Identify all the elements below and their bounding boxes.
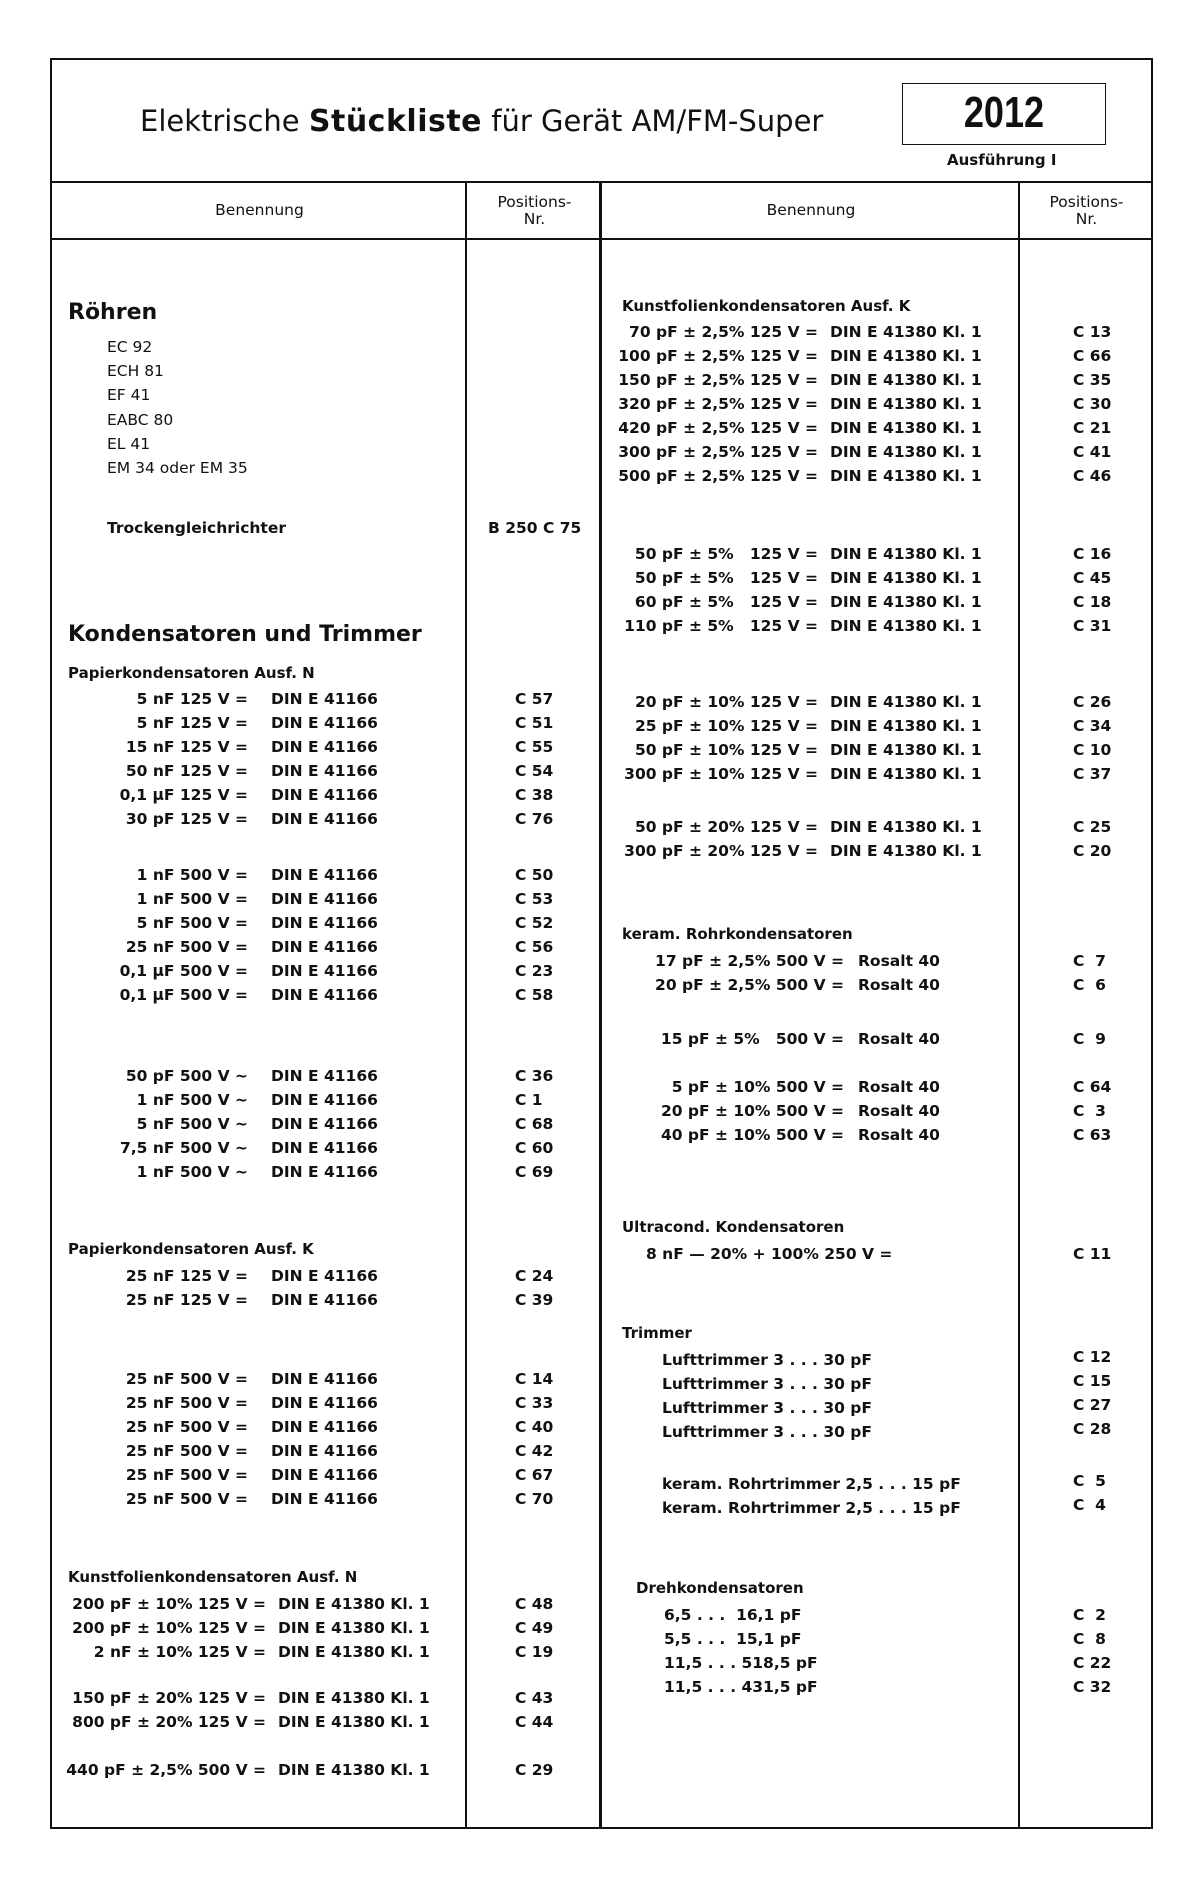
keram-row-value: 20 pF ± 2,5% 500 V = bbox=[655, 976, 844, 994]
kunst-n-row-value: 200 pF ± 10% 125 V = bbox=[72, 1595, 266, 1613]
dreh-row-value: 6,5 . . . 16,1 pF bbox=[664, 1606, 802, 1624]
keram-row-value: 17 pF ± 2,5% 500 V = bbox=[655, 952, 844, 970]
papier-n-row-position: C 53 bbox=[515, 890, 554, 908]
papier-n-row-norm: DIN E 41166 bbox=[271, 1139, 378, 1157]
kunst-n-row-value: 150 pF ± 20% 125 V = bbox=[72, 1689, 266, 1707]
kunst-k-row-position: C 21 bbox=[1073, 419, 1112, 437]
rohrtrimmer-row-position: C 4 bbox=[1073, 1496, 1106, 1514]
header-benennung-left: Benennung bbox=[215, 201, 304, 219]
papier-n-row-value: 50 pF 500 V ∼ bbox=[125, 1067, 248, 1085]
ultracond-heading: Ultracond. Kondensatoren bbox=[622, 1218, 845, 1236]
papier-n-row-value: 5 nF 500 V ∼ bbox=[136, 1115, 248, 1133]
kunst-k-row-norm: DIN E 41380 Kl. 1 bbox=[830, 593, 982, 611]
dreh-heading: Drehkondensatoren bbox=[636, 1579, 804, 1597]
papier-k-row-norm: DIN E 41166 bbox=[271, 1442, 378, 1460]
dreh-row-position: C 2 bbox=[1073, 1606, 1106, 1624]
header-pos-line1: Positions- bbox=[497, 192, 572, 211]
ausfuehrung-label: Ausführung I bbox=[947, 151, 1057, 169]
papier-k-row-value: 25 nF 500 V = bbox=[125, 1394, 248, 1412]
papier-n-row-value: 1 nF 500 V ∼ bbox=[136, 1163, 248, 1181]
trimmer-row-position: C 12 bbox=[1073, 1348, 1112, 1366]
rectifier-label: Trockengleichrichter bbox=[107, 519, 286, 537]
papier-n-row-position: C 55 bbox=[515, 738, 554, 756]
kunst-k-row-position: C 30 bbox=[1073, 395, 1112, 413]
keram-row-value: 40 pF ± 10% 500 V = bbox=[660, 1126, 844, 1144]
rectifier-position: B 250 C 75 bbox=[488, 519, 582, 537]
kunst-k-row-value: 60 pF ± 5% 125 V = bbox=[634, 593, 818, 611]
papier-n-row-value: 0,1 μF 125 V = bbox=[119, 786, 248, 804]
kunst-n-heading: Kunstfolienkondensatoren Ausf. N bbox=[68, 1568, 358, 1586]
papier-n-row-norm: DIN E 41166 bbox=[271, 938, 378, 956]
papier-n-row-value: 5 nF 125 V = bbox=[136, 690, 248, 708]
header-positions-right bbox=[1020, 183, 1153, 238]
papier-n-row-value: 1 nF 500 V = bbox=[136, 890, 248, 908]
trimmer-row-position: C 28 bbox=[1073, 1420, 1112, 1438]
kunst-k-row-norm: DIN E 41380 Kl. 1 bbox=[830, 569, 982, 587]
papier-n-row-norm: DIN E 41166 bbox=[271, 962, 378, 980]
kunst-k-row-position: C 34 bbox=[1073, 717, 1112, 735]
kunst-n-row-value: 200 pF ± 10% 125 V = bbox=[72, 1619, 266, 1637]
papier-n-row-position: C 56 bbox=[515, 938, 554, 956]
tube-item: EF 41 bbox=[107, 386, 151, 405]
model-number: 2012 bbox=[963, 88, 1045, 137]
papier-k-row-position: C 67 bbox=[515, 1466, 554, 1484]
papier-k-row-norm: DIN E 41166 bbox=[271, 1466, 378, 1484]
column-divider-3 bbox=[1018, 183, 1020, 1829]
section-roehren-heading: Röhren bbox=[68, 300, 158, 325]
header-pos-line1-right: Positions- bbox=[1049, 192, 1124, 211]
ultracond-value: 8 nF — 20% + 100% 250 V = bbox=[646, 1245, 893, 1263]
papier-k-row-norm: DIN E 41166 bbox=[271, 1291, 378, 1309]
rohrtrimmer-row-position: C 5 bbox=[1073, 1472, 1106, 1490]
kunst-k-row-position: C 25 bbox=[1073, 818, 1112, 836]
rohrtrimmer-row-value: keram. Rohrtrimmer 2,5 . . . 15 pF bbox=[662, 1475, 961, 1493]
kunst-n-row-norm: DIN E 41380 Kl. 1 bbox=[278, 1643, 430, 1661]
dreh-row-value: 11,5 . . . 518,5 pF bbox=[664, 1654, 818, 1672]
papier-k-row-norm: DIN E 41166 bbox=[271, 1418, 378, 1436]
papier-k-row-value: 25 nF 500 V = bbox=[125, 1370, 248, 1388]
kunst-k-row-norm: DIN E 41380 Kl. 1 bbox=[830, 842, 982, 860]
kunst-k-row-norm: DIN E 41380 Kl. 1 bbox=[830, 347, 982, 365]
kunst-k-row-norm: DIN E 41380 Kl. 1 bbox=[830, 467, 982, 485]
kunst-k-row-norm: DIN E 41380 Kl. 1 bbox=[830, 717, 982, 735]
kunst-k-row-norm: DIN E 41380 Kl. 1 bbox=[830, 818, 982, 836]
kunst-k-row-value: 50 pF ± 20% 125 V = bbox=[634, 818, 818, 836]
papier-n-row-value: 25 nF 500 V = bbox=[125, 938, 248, 956]
header-positions-left bbox=[467, 183, 602, 238]
kunst-k-row-norm: DIN E 41380 Kl. 1 bbox=[830, 617, 982, 635]
papier-k-row-value: 25 nF 500 V = bbox=[125, 1490, 248, 1508]
papier-k-row-value: 25 nF 125 V = bbox=[125, 1291, 248, 1309]
papier-n-row-norm: DIN E 41166 bbox=[271, 1115, 378, 1133]
header-benennung-right: Benennung bbox=[766, 201, 856, 219]
papier-n-row-position: C 1 bbox=[515, 1091, 543, 1109]
papier-n-row-position: C 50 bbox=[515, 866, 554, 884]
papier-n-row-position: C 57 bbox=[515, 690, 554, 708]
keram-row-position: C 7 bbox=[1073, 952, 1106, 970]
trimmer-row-value: Lufttrimmer 3 . . . 30 pF bbox=[662, 1351, 872, 1369]
kunst-k-row-value: 50 pF ± 5% 125 V = bbox=[634, 545, 818, 563]
keram-row-norm: Rosalt 40 bbox=[858, 1126, 940, 1144]
papier-n-row-norm: DIN E 41166 bbox=[271, 810, 378, 828]
papier-n-row-norm: DIN E 41166 bbox=[271, 1067, 378, 1085]
kunst-k-row-norm: DIN E 41380 Kl. 1 bbox=[830, 443, 982, 461]
tube-item: ECH 81 bbox=[107, 362, 164, 381]
papier-n-row-position: C 52 bbox=[515, 914, 554, 932]
keram-row-value: 20 pF ± 10% 500 V = bbox=[660, 1102, 844, 1120]
kunst-k-row-value: 100 pF ± 2,5% 125 V = bbox=[618, 347, 818, 365]
model-number-box bbox=[902, 83, 1106, 145]
kunst-k-row-value: 50 pF ± 10% 125 V = bbox=[634, 741, 818, 759]
kunst-k-row-position: C 18 bbox=[1073, 593, 1112, 611]
kunst-k-row-position: C 16 bbox=[1073, 545, 1112, 563]
page-title bbox=[140, 104, 823, 139]
papier-n-row-position: C 54 bbox=[515, 762, 554, 780]
tube-item: EM 34 oder EM 35 bbox=[107, 459, 248, 477]
papier-n-heading: Papierkondensatoren Ausf. N bbox=[68, 664, 315, 682]
kunst-k-row-norm: DIN E 41380 Kl. 1 bbox=[830, 323, 982, 341]
papier-n-row-position: C 76 bbox=[515, 810, 554, 828]
keram-row-norm: Rosalt 40 bbox=[858, 1102, 940, 1120]
kunst-n-row-position: C 29 bbox=[515, 1761, 554, 1779]
papier-k-row-position: C 33 bbox=[515, 1394, 554, 1412]
keram-row-norm: Rosalt 40 bbox=[858, 976, 940, 994]
kunst-n-row-value: 2 nF ± 10% 125 V = bbox=[93, 1643, 266, 1661]
header-pos-line2: Nr. bbox=[523, 209, 546, 228]
kunst-n-row-value: 440 pF ± 2,5% 500 V = bbox=[66, 1761, 266, 1779]
keram-row-norm: Rosalt 40 bbox=[858, 952, 940, 970]
kunst-n-row-position: C 19 bbox=[515, 1643, 554, 1661]
kunst-k-row-position: C 35 bbox=[1073, 371, 1112, 389]
kunst-k-row-value: 110 pF ± 5% 125 V = bbox=[624, 617, 818, 635]
papier-n-row-value: 1 nF 500 V ∼ bbox=[136, 1091, 248, 1109]
kunst-k-row-position: C 10 bbox=[1073, 741, 1112, 759]
kunst-k-row-norm: DIN E 41380 Kl. 1 bbox=[830, 741, 982, 759]
header-pos-line2-right: Nr. bbox=[1075, 209, 1098, 228]
keram-row-position: C 6 bbox=[1073, 976, 1106, 994]
papier-n-row-norm: DIN E 41166 bbox=[271, 690, 378, 708]
kunst-k-row-position: C 66 bbox=[1073, 347, 1112, 365]
kunst-k-row-position: C 31 bbox=[1073, 617, 1112, 635]
papier-n-row-norm: DIN E 41166 bbox=[271, 1091, 378, 1109]
kunst-k-row-value: 300 pF ± 10% 125 V = bbox=[624, 765, 818, 783]
kunst-k-row-value: 150 pF ± 2,5% 125 V = bbox=[618, 371, 818, 389]
section-kondensatoren-heading: Kondensatoren und Trimmer bbox=[68, 622, 422, 647]
papier-n-row-norm: DIN E 41166 bbox=[271, 866, 378, 884]
kunst-n-row-value: 800 pF ± 20% 125 V = bbox=[72, 1713, 266, 1731]
dreh-row-position: C 32 bbox=[1073, 1678, 1112, 1696]
papier-k-row-norm: DIN E 41166 bbox=[271, 1370, 378, 1388]
papier-n-row-norm: DIN E 41166 bbox=[271, 890, 378, 908]
keram-row-norm: Rosalt 40 bbox=[858, 1030, 940, 1048]
keram-row-norm: Rosalt 40 bbox=[858, 1078, 940, 1096]
papier-k-row-value: 25 nF 125 V = bbox=[125, 1267, 248, 1285]
papier-n-row-position: C 69 bbox=[515, 1163, 554, 1181]
papier-k-row-norm: DIN E 41166 bbox=[271, 1490, 378, 1508]
kunst-n-row-position: C 48 bbox=[515, 1595, 554, 1613]
kunst-k-row-position: C 37 bbox=[1073, 765, 1112, 783]
papier-k-row-position: C 14 bbox=[515, 1370, 554, 1388]
keram-row-value: 5 pF ± 10% 500 V = bbox=[671, 1078, 844, 1096]
papier-n-row-position: C 38 bbox=[515, 786, 554, 804]
papier-n-row-value: 5 nF 125 V = bbox=[136, 714, 248, 732]
papier-n-row-position: C 58 bbox=[515, 986, 554, 1004]
papier-k-row-value: 25 nF 500 V = bbox=[125, 1418, 248, 1436]
kunst-n-row-position: C 44 bbox=[515, 1713, 554, 1731]
kunst-n-row-position: C 43 bbox=[515, 1689, 554, 1707]
kunst-n-row-norm: DIN E 41380 Kl. 1 bbox=[278, 1619, 430, 1637]
kunst-k-row-norm: DIN E 41380 Kl. 1 bbox=[830, 395, 982, 413]
title-prefix: Elektrische bbox=[140, 104, 300, 138]
kunst-k-row-position: C 13 bbox=[1073, 323, 1112, 341]
rohrtrimmer-row-value: keram. Rohrtrimmer 2,5 . . . 15 pF bbox=[662, 1499, 961, 1517]
papier-k-row-position: C 70 bbox=[515, 1490, 554, 1508]
kunst-k-row-value: 25 pF ± 10% 125 V = bbox=[634, 717, 818, 735]
papier-n-row-value: 0,1 μF 500 V = bbox=[119, 962, 248, 980]
kunst-k-row-position: C 26 bbox=[1073, 693, 1112, 711]
kunst-n-row-position: C 49 bbox=[515, 1619, 554, 1637]
title-area bbox=[52, 60, 1151, 183]
kunst-k-row-position: C 46 bbox=[1073, 467, 1112, 485]
keram-row-position: C 63 bbox=[1073, 1126, 1112, 1144]
kunst-n-row-norm: DIN E 41380 Kl. 1 bbox=[278, 1761, 430, 1779]
tube-item: EC 92 bbox=[107, 338, 153, 356]
papier-k-row-norm: DIN E 41166 bbox=[271, 1394, 378, 1412]
kunst-k-row-value: 300 pF ± 20% 125 V = bbox=[624, 842, 818, 860]
keram-row-position: C 64 bbox=[1073, 1078, 1112, 1096]
column-divider-1 bbox=[465, 183, 467, 1829]
kunst-k-row-value: 300 pF ± 2,5% 125 V = bbox=[618, 443, 818, 461]
kunst-k-row-norm: DIN E 41380 Kl. 1 bbox=[830, 545, 982, 563]
papier-n-row-norm: DIN E 41166 bbox=[271, 738, 378, 756]
papier-n-row-position: C 51 bbox=[515, 714, 554, 732]
parts-list-sheet bbox=[50, 58, 1153, 1829]
keram-heading: keram. Rohrkondensatoren bbox=[622, 925, 853, 943]
kunst-k-row-position: C 45 bbox=[1073, 569, 1112, 587]
papier-n-row-position: C 68 bbox=[515, 1115, 554, 1133]
kunst-n-row-norm: DIN E 41380 Kl. 1 bbox=[278, 1713, 430, 1731]
kunst-k-row-position: C 20 bbox=[1073, 842, 1112, 860]
papier-n-row-norm: DIN E 41166 bbox=[271, 786, 378, 804]
keram-row-value: 15 pF ± 5% 500 V = bbox=[660, 1030, 844, 1048]
papier-n-row-value: 7,5 nF 500 V ∼ bbox=[119, 1139, 248, 1157]
kunst-k-row-norm: DIN E 41380 Kl. 1 bbox=[830, 765, 982, 783]
column-divider-2 bbox=[599, 183, 602, 1829]
papier-n-row-norm: DIN E 41166 bbox=[271, 914, 378, 932]
trimmer-heading: Trimmer bbox=[622, 1324, 692, 1342]
kunst-k-row-value: 50 pF ± 5% 125 V = bbox=[634, 569, 818, 587]
tube-item: EL 41 bbox=[107, 434, 151, 453]
papier-n-row-value: 5 nF 500 V = bbox=[136, 914, 248, 932]
papier-k-row-value: 25 nF 500 V = bbox=[125, 1466, 248, 1484]
papier-n-row-position: C 36 bbox=[515, 1067, 554, 1085]
papier-n-row-value: 0,1 μF 500 V = bbox=[119, 986, 248, 1004]
kunst-k-heading: Kunstfolienkondensatoren Ausf. K bbox=[622, 297, 911, 315]
kunst-n-row-norm: DIN E 41380 Kl. 1 bbox=[278, 1595, 430, 1613]
papier-n-row-norm: DIN E 41166 bbox=[271, 1163, 378, 1181]
kunst-n-row-norm: DIN E 41380 Kl. 1 bbox=[278, 1689, 430, 1707]
kunst-k-row-value: 20 pF ± 10% 125 V = bbox=[634, 693, 818, 711]
kunst-k-row-norm: DIN E 41380 Kl. 1 bbox=[830, 693, 982, 711]
dreh-row-position: C 8 bbox=[1073, 1630, 1106, 1648]
trimmer-row-value: Lufttrimmer 3 . . . 30 pF bbox=[662, 1423, 872, 1441]
title-bold: Stückliste bbox=[308, 104, 483, 139]
trimmer-row-value: Lufttrimmer 3 . . . 30 pF bbox=[662, 1399, 872, 1417]
papier-k-row-norm: DIN E 41166 bbox=[271, 1267, 378, 1285]
papier-k-heading: Papierkondensatoren Ausf. K bbox=[68, 1240, 314, 1258]
kunst-k-row-position: C 41 bbox=[1073, 443, 1112, 461]
papier-n-row-norm: DIN E 41166 bbox=[271, 762, 378, 780]
kunst-k-row-value: 70 pF ± 2,5% 125 V = bbox=[629, 323, 818, 341]
papier-n-row-value: 30 pF 125 V = bbox=[125, 810, 248, 828]
tube-item: EABC 80 bbox=[107, 410, 174, 429]
kunst-k-row-value: 320 pF ± 2,5% 125 V = bbox=[618, 395, 818, 413]
kunst-k-row-value: 500 pF ± 2,5% 125 V = bbox=[618, 467, 818, 485]
papier-n-row-value: 1 nF 500 V = bbox=[136, 866, 248, 884]
kunst-k-row-value: 420 pF ± 2,5% 125 V = bbox=[618, 419, 818, 437]
keram-row-position: C 3 bbox=[1073, 1102, 1106, 1120]
papier-k-row-position: C 40 bbox=[515, 1418, 554, 1436]
papier-k-row-position: C 39 bbox=[515, 1291, 554, 1309]
trimmer-row-value: Lufttrimmer 3 . . . 30 pF bbox=[662, 1375, 872, 1393]
papier-n-row-norm: DIN E 41166 bbox=[271, 986, 378, 1004]
trimmer-row-position: C 15 bbox=[1073, 1372, 1112, 1390]
trimmer-row-position: C 27 bbox=[1073, 1396, 1112, 1414]
kunst-k-row-norm: DIN E 41380 Kl. 1 bbox=[830, 371, 982, 389]
papier-k-row-position: C 42 bbox=[515, 1442, 554, 1460]
papier-n-row-position: C 60 bbox=[515, 1139, 554, 1157]
keram-row-position: C 9 bbox=[1073, 1030, 1106, 1048]
papier-n-row-value: 15 nF 125 V = bbox=[125, 738, 248, 756]
papier-k-row-position: C 24 bbox=[515, 1267, 554, 1285]
dreh-row-value: 5,5 . . . 15,1 pF bbox=[664, 1630, 802, 1648]
ultracond-position: C 11 bbox=[1073, 1245, 1112, 1263]
papier-k-row-value: 25 nF 500 V = bbox=[125, 1442, 248, 1460]
title-suffix: für Gerät AM/FM-Super bbox=[491, 104, 824, 138]
dreh-row-position: C 22 bbox=[1073, 1654, 1112, 1672]
dreh-row-value: 11,5 . . . 431,5 pF bbox=[664, 1678, 818, 1696]
papier-n-row-position: C 23 bbox=[515, 962, 554, 980]
papier-n-row-value: 50 nF 125 V = bbox=[125, 762, 248, 780]
papier-n-row-norm: DIN E 41166 bbox=[271, 714, 378, 732]
kunst-k-row-norm: DIN E 41380 Kl. 1 bbox=[830, 419, 982, 437]
